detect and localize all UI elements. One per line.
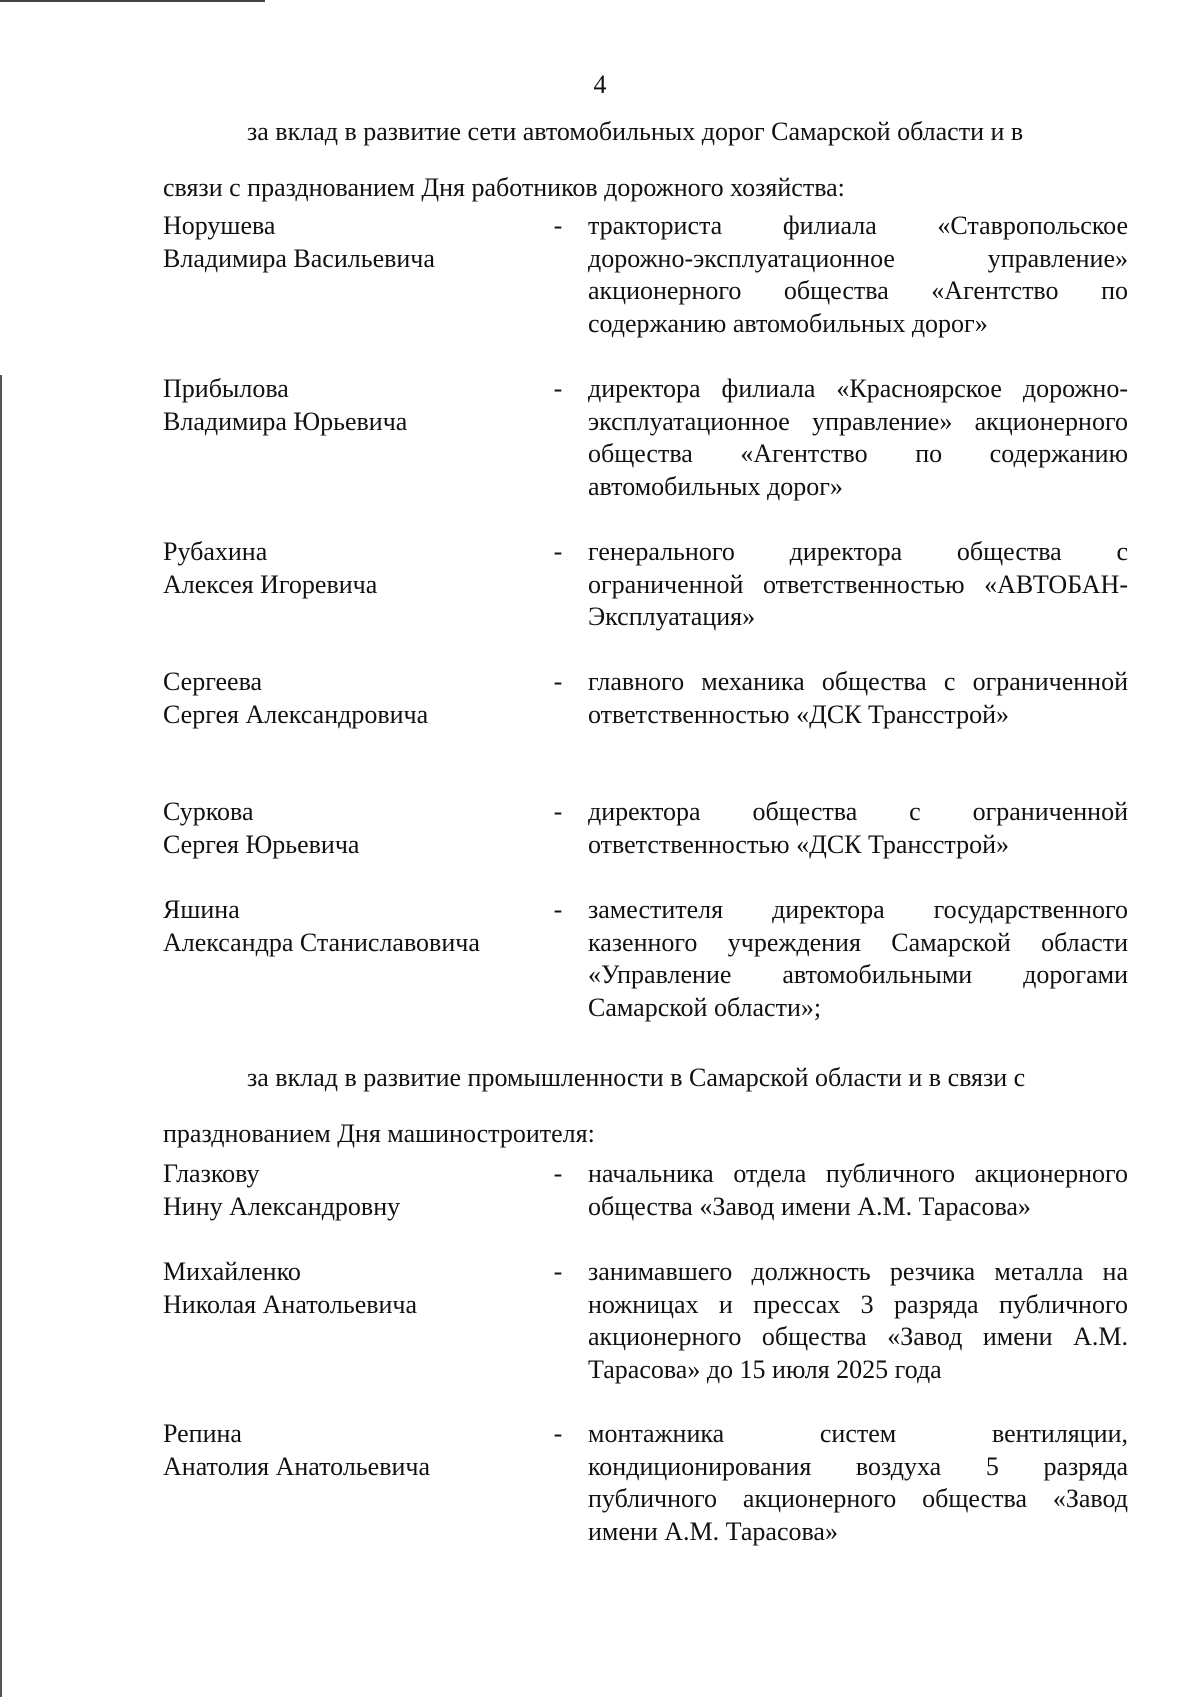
recipient-given-name: Александра Станиславовича <box>163 927 480 957</box>
entry-dash: - <box>553 537 563 566</box>
recipient-surname: Репина <box>163 1419 242 1448</box>
recipient-surname: Сергеева <box>163 667 263 696</box>
entry-dash: - <box>553 374 563 403</box>
recipient-given-name: Алексея Игоревича <box>163 569 378 599</box>
section-2-intro-line-1: за вклад в развитие промышленности в Самарской области и в связи с <box>247 1063 1026 1092</box>
recipient-position: главного механика общества с ограниченной ответственностью «ДСК Трансстрой» <box>588 667 1128 729</box>
recipient-name <box>163 666 543 731</box>
recipient-given-name: Сергея Юрьевича <box>163 829 360 859</box>
scan-edge-top <box>0 0 265 2</box>
recipient-position: тракториста филиала «Ставропольское дорожно-эксплуатационное управление» акционерного общества «Агентство по содержанию автомобильных дорог» <box>588 211 1128 338</box>
entry-dash: - <box>553 1257 563 1286</box>
recipient-position: директора общества с ограниченной ответственностью «ДСК Трансстрой» <box>588 797 1128 859</box>
recipient-position: начальника отдела публичного акционерного общества «Завод имени А.М. Тарасова» <box>588 1159 1128 1221</box>
entry-dash: - <box>553 797 563 826</box>
recipient-surname: Глазкову <box>163 1159 260 1188</box>
page-number: 4 <box>593 70 607 99</box>
scan-edge-left <box>0 375 2 1697</box>
recipient-given-name: Сергея Александровича <box>163 699 429 729</box>
recipient-position: директора филиала «Красноярское дорожно-эксплуатационное управление» акционерного общества «Агентство по содержанию автомобильных дорог» <box>588 374 1128 501</box>
section-2-intro-line-2: празднованием Дня машиностроителя: <box>163 1119 595 1148</box>
recipient-position: генерального директора общества с ограниченной ответственностью «АВТОБАН-Эксплуатация» <box>588 537 1128 631</box>
recipient-given-name: Николая Анатольевича <box>163 1289 418 1319</box>
recipient-name <box>163 373 543 438</box>
recipient-given-name: Владимира Васильевича <box>163 243 435 273</box>
entry-dash: - <box>553 895 563 924</box>
recipient-name <box>163 1256 543 1321</box>
recipient-given-name: Владимира Юрьевича <box>163 406 408 436</box>
entry-dash: - <box>553 667 563 696</box>
recipient-given-name: Нину Александровну <box>163 1191 401 1221</box>
recipient-given-name: Анатолия Анатольевича <box>163 1451 430 1481</box>
section-2-intro <box>163 1050 1128 1162</box>
recipient-name <box>163 796 543 861</box>
recipient-surname: Суркова <box>163 797 254 826</box>
recipient-position: монтажника систем вентиляции, кондиционирования воздуха 5 разряда публичного акционерного общества «Завод имени А.М. Тарасова» <box>588 1419 1128 1546</box>
recipient-position: занимавшего должность резчика металла на ножницах и прессах 3 разряда публичного акционерного общества «Завод имени А.М. Тарасова» до 15 июля 2025 года <box>588 1257 1128 1384</box>
recipient-surname: Прибылова <box>163 374 289 403</box>
recipient-surname: Яшина <box>163 895 240 924</box>
entry-dash: - <box>553 211 563 240</box>
section-1-intro-line-1: за вклад в развитие сети автомобильных дорог Самарской области и в <box>247 117 1024 146</box>
entry-dash: - <box>553 1159 563 1188</box>
recipient-surname: Норушева <box>163 211 276 240</box>
entry-dash: - <box>553 1419 563 1448</box>
section-1-intro-line-2: связи с празднованием Дня работников дорожного хозяйства: <box>163 173 845 202</box>
recipient-name <box>163 1158 543 1223</box>
recipient-surname: Рубахина <box>163 537 268 566</box>
recipient-position: заместителя директора государственного казенного учреждения Самарской области «Управление автомобильными дорогами Самарской области»; <box>588 895 1128 1022</box>
recipient-name <box>163 1418 543 1483</box>
recipient-name <box>163 536 543 601</box>
recipient-name <box>163 894 543 959</box>
recipient-surname: Михайленко <box>163 1257 301 1286</box>
recipient-name <box>163 210 543 275</box>
section-1-intro <box>163 104 1128 216</box>
